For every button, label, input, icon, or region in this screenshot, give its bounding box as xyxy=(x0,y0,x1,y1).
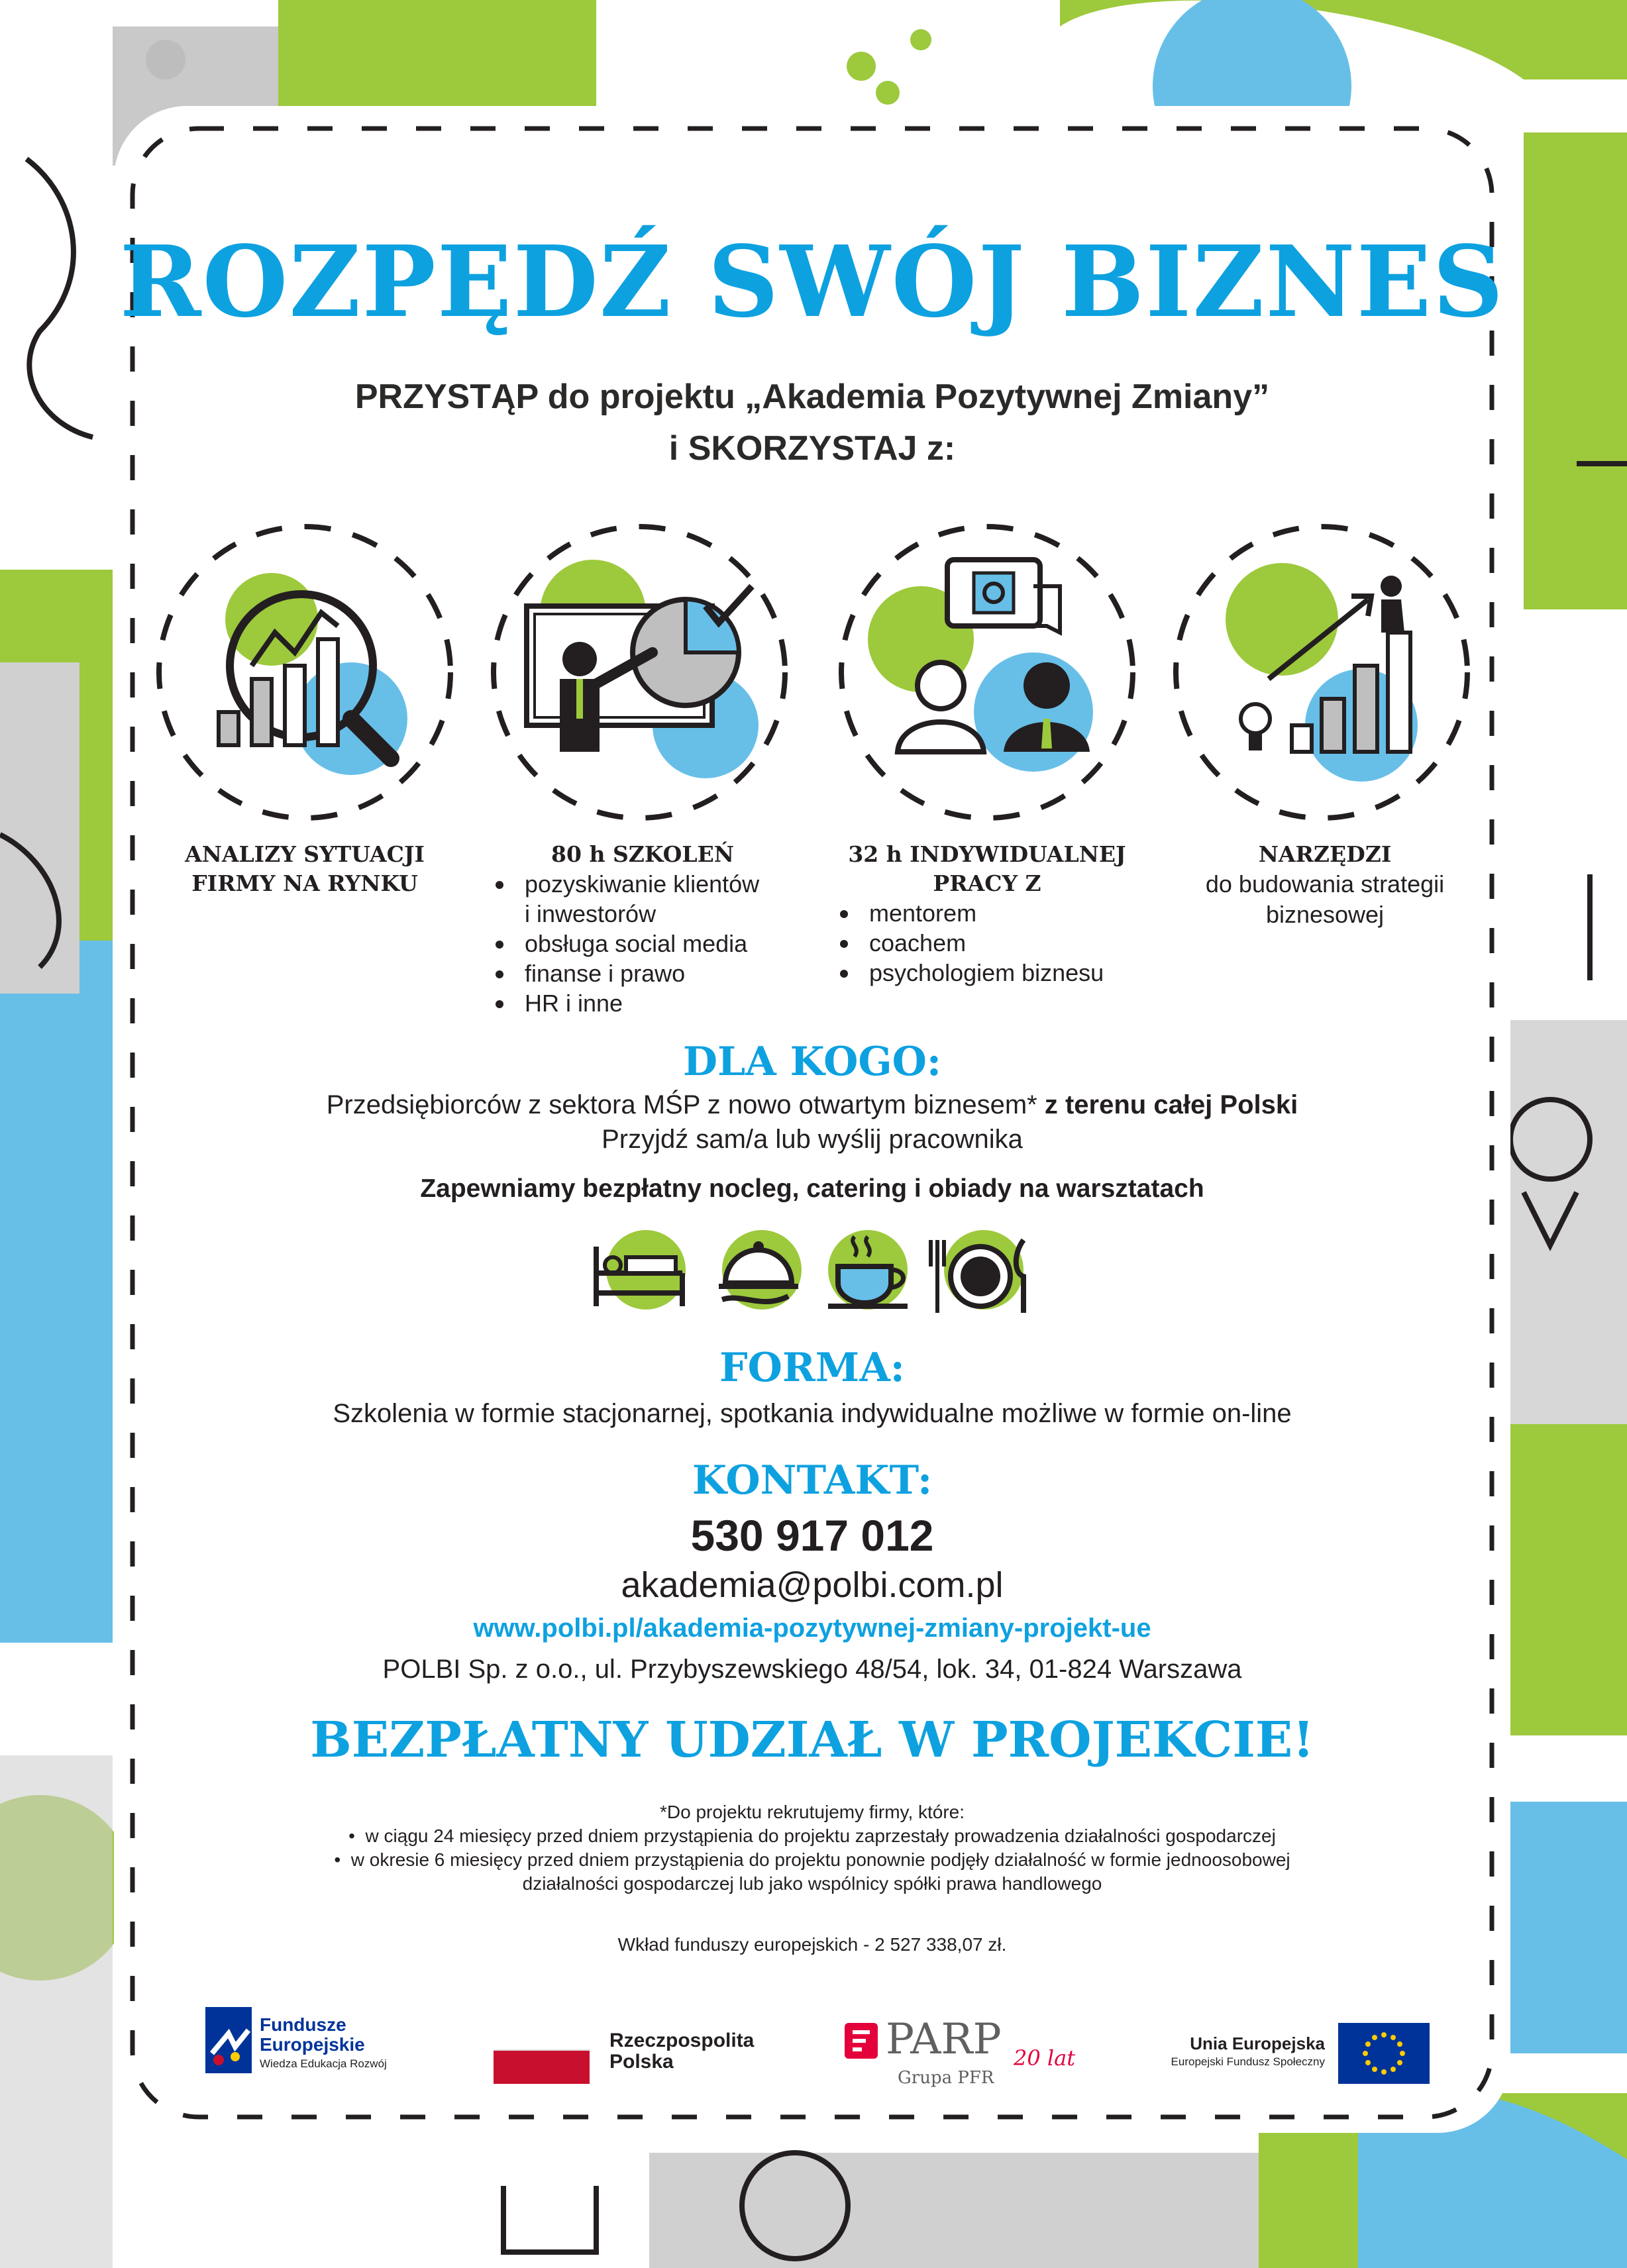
feature-tools-text-2: biznesowej xyxy=(1265,901,1385,928)
unia-europejska-logo xyxy=(1126,2020,1431,2087)
eu-funds-amount: Wkład funduszy europejskich - 2 527 338,07 zł. xyxy=(617,1934,1007,1955)
email-link[interactable]: akademia@polbi.com.pl xyxy=(621,1565,1004,1605)
list-item: psychologiem biznesu xyxy=(835,958,1179,988)
list-item: finanse i prawo xyxy=(490,958,835,988)
feature-analysis xyxy=(146,840,464,898)
feature-individual-list xyxy=(835,898,1179,988)
list-item: obsługa social media xyxy=(490,929,835,958)
feature-tools-text-1: do budowania strategii xyxy=(1205,870,1445,898)
subtitle-line-1: PRZYSTĄP do projektu „Akademia Pozytywnej Zmiany” xyxy=(354,378,1270,416)
fe-line-2: Europejskie xyxy=(260,2034,365,2055)
magnifier-chart-icon xyxy=(152,520,457,825)
free-participation-banner: BEZPŁATNY UDZIAŁ W PROJEKCIE! xyxy=(310,1712,1314,1769)
subtitle-line-2: i SKORZYSTAJ z: xyxy=(668,429,956,468)
kontakt-heading: KONTAKT: xyxy=(692,1457,933,1504)
dla-kogo-line-1: Przedsiębiorców z sektora MŚP z nowo otwartym biznesem* z terenu całej Polski xyxy=(326,1090,1298,1119)
benefits-text: Zapewniamy bezpłatny nocleg, catering i obiady na warsztatach xyxy=(420,1174,1204,1203)
presentation-icon xyxy=(487,520,792,825)
bed-icon xyxy=(590,1227,689,1319)
fundusze-europejskie-logo xyxy=(205,2007,417,2080)
ue-line-2: Europejski Fundusz Społeczny xyxy=(1171,2055,1325,2068)
feature-training xyxy=(490,840,835,1018)
feature-tools-heading: NARZĘDZI xyxy=(1258,841,1392,867)
feature-analysis-heading-2: FIRMY NA RYNKU xyxy=(191,870,418,896)
dla-kogo-heading: DLA KOGO: xyxy=(682,1039,942,1085)
list-item: coachem xyxy=(835,928,1179,958)
parp-logo xyxy=(845,2014,1083,2100)
feature-analysis-heading-1: ANALIZY SYTUACJI xyxy=(185,841,425,867)
flag-red-stripe xyxy=(494,2051,590,2084)
fe-line-1: Fundusze xyxy=(260,2014,346,2035)
feature-training-list xyxy=(490,869,835,1018)
forma-text: Szkolenia w formie stacjonarnej, spotkania indywidualne możliwe w formie on-line xyxy=(333,1399,1292,1428)
eu-flag-icon xyxy=(1338,2023,1430,2084)
fe-emblem-icon xyxy=(205,2007,258,2080)
footnote xyxy=(114,1800,1510,1896)
rzeczpospolita-polska-logo xyxy=(494,2027,772,2093)
footnote-bullet-2: • w okresie 6 miesięcy przed dniem przystąpienia do projektu ponownie podjęły działalność w formie jednoosobowej xyxy=(334,1849,1290,1870)
feature-tools xyxy=(1166,840,1484,930)
feature-individual xyxy=(835,840,1179,988)
dla-kogo-line-2: Przyjdź sam/a lub wyślij pracownika xyxy=(602,1125,1023,1154)
feature-individual-heading-1: 32 h INDYWIDUALNEJ xyxy=(848,841,1126,867)
parp-name: PARP xyxy=(886,2015,1002,2064)
phone-number: 530 917 012 xyxy=(690,1511,934,1560)
feature-individual-heading-2: PRACY Z xyxy=(933,870,1041,896)
fe-line-3: Wiedza Edukacja Rozwój xyxy=(260,2057,387,2070)
coffee-cup-icon xyxy=(818,1227,918,1319)
list-item: pozyskiwanie klientów i inwestorów xyxy=(490,869,835,929)
cloche-icon xyxy=(709,1227,808,1319)
list-item: HR i inne xyxy=(490,988,835,1018)
footnote-intro: *Do projektu rekrutujemy firmy, które: xyxy=(659,1802,965,1822)
rp-line-1: Rzeczpospolita xyxy=(609,2030,755,2051)
feature-training-heading: 80 h SZKOLEŃ xyxy=(551,841,734,867)
plate-cutlery-icon xyxy=(927,1227,1033,1319)
mentoring-people-icon xyxy=(835,520,1139,825)
subtitle xyxy=(114,371,1510,474)
footnote-bullet-2-cont: działalności gospodarczej lub jako wspólnicy spółki prawa handlowego xyxy=(522,1873,1102,1894)
rp-line-2: Polska xyxy=(609,2051,674,2073)
parp-emblem-icon xyxy=(845,2023,878,2059)
parp-group: Grupa PFR xyxy=(898,2068,994,2088)
forma-heading: FORMA: xyxy=(719,1345,905,1391)
parp-years: 20 lat xyxy=(1014,2045,1076,2071)
ue-line-1: Unia Europejska xyxy=(1190,2034,1325,2053)
page-title: ROZPĘDŹ SWÓJ BIZNES xyxy=(119,224,1505,339)
growth-stairs-icon xyxy=(1169,520,1474,825)
address-text: POLBI Sp. z o.o., ul. Przybyszewskiego 48/54, lok. 34, 01-824 Warszawa xyxy=(382,1655,1242,1684)
website-link[interactable]: www.polbi.pl/akademia-pozytywnej-zmiany-projekt-ue xyxy=(473,1614,1151,1643)
list-item: mentorem xyxy=(835,898,1179,928)
footnote-bullet-1: • w ciągu 24 miesięcy przed dniem przystąpienia do projektu zaprzestały prowadzenia działalności gospodarczej xyxy=(348,1826,1276,1846)
